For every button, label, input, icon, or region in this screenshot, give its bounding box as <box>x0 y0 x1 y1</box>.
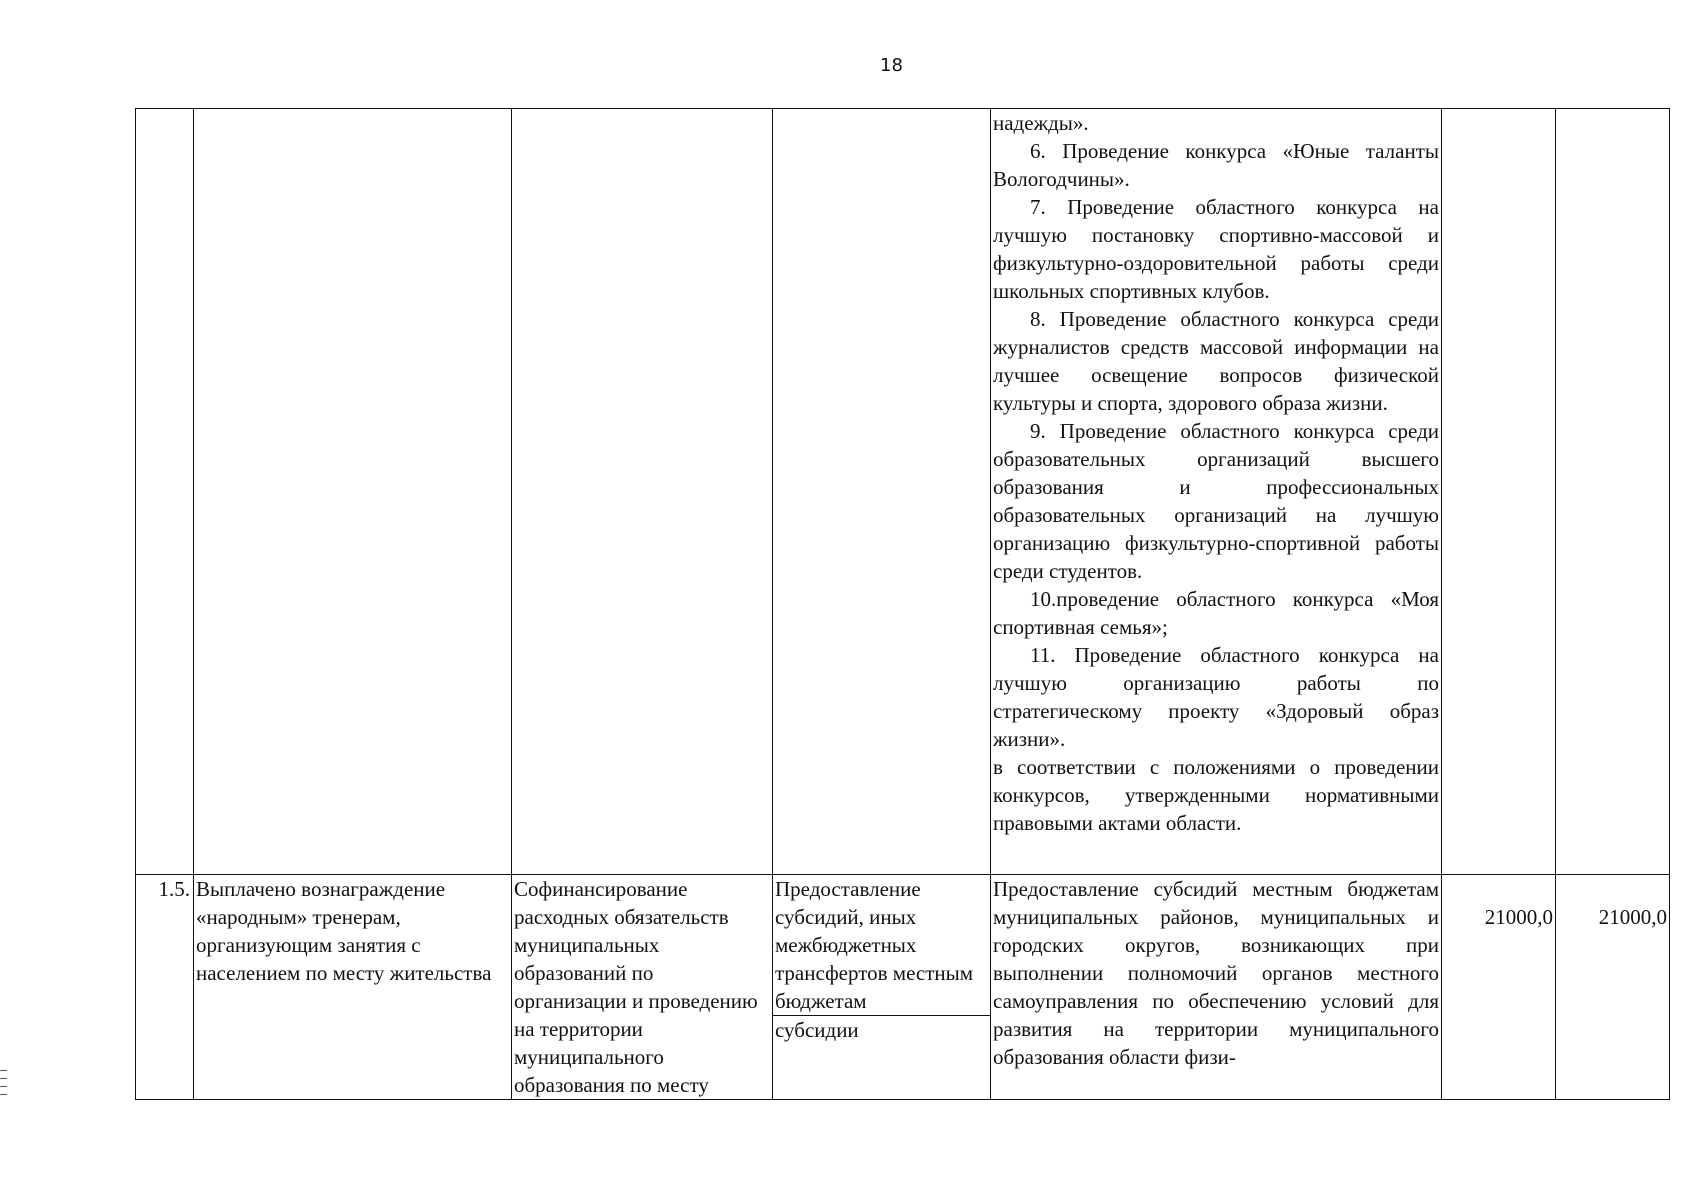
cell-task-empty <box>512 109 773 875</box>
cell-description-continuation <box>991 109 1442 875</box>
edge-mark <box>0 1086 7 1087</box>
paragraph: 9. Проведение областного конкурса среди образовательных организаций высшего образования и профессиональных образовательных организаций на лучшую организацию физкультурно-спортивной работы среди студентов. <box>993 419 1439 583</box>
paragraph: 6. Проведение конкурса «Юные таланты Вологодчины». <box>993 139 1439 191</box>
table-row-1-5 <box>136 875 1670 1100</box>
mechanism-subtype: субсидии <box>775 1018 859 1042</box>
edge-mark <box>0 1094 7 1095</box>
description-text: Предоставление субсидий местным бюджетам муниципальных районов, муниципальных и городских округов, возникающих при выполнении полномочий органов местного самоуправления по обеспечению условий для развития на территории муниципального образования области физи- <box>991 875 1442 1100</box>
page-number: 18 <box>880 55 903 76</box>
result-text: Выплачено вознаграждение «народным» тренерам, организующим занятия с населением по месту жительства <box>194 875 512 1100</box>
paragraph: в соответствии с положениями о проведении конкурсов, утвержденными нормативными правовыми актами области. <box>993 755 1439 835</box>
mechanism-cell <box>773 875 991 1100</box>
cell-mechanism-empty <box>773 109 991 875</box>
program-table <box>135 108 1670 1100</box>
amount-1: 21000,0 <box>1442 875 1556 1100</box>
edge-mark <box>0 1070 7 1071</box>
mechanism-text: Предоставление субсидий, иных межбюджетных трансфертов местным бюджетам <box>773 875 990 1016</box>
row-number: 1.5. <box>136 875 194 1100</box>
cell-result-empty <box>194 109 512 875</box>
cell-amount-1-empty <box>1442 109 1556 875</box>
edge-mark <box>0 1078 7 1079</box>
task-text: Софинансирование расходных обязательств муниципальных образований по организации и проведению на территории муниципального образования по месту <box>512 875 773 1100</box>
paragraph: надежды». <box>993 111 1089 135</box>
paragraph: 7. Проведение областного конкурса на лучшую постановку спортивно-массовой и физкультурно-оздоровительной работы среди школьных спортивных клубов. <box>993 195 1439 303</box>
table-row-continuation <box>136 109 1670 875</box>
paragraph: 10.проведение областного конкурса «Моя спортивная семья»; <box>993 587 1439 639</box>
cell-number-empty <box>136 109 194 875</box>
paragraph: 8. Проведение областного конкурса среди журналистов средств массовой информации на лучшее освещение вопросов физической культуры и спорта, здорового образа жизни. <box>993 307 1439 415</box>
paragraph: 11. Проведение областного конкурса на лучшую организацию работы по стратегическому проекту «Здоровый образ жизни». <box>993 643 1439 751</box>
amount-2: 21000,0 <box>1556 875 1670 1100</box>
cell-amount-2-empty <box>1556 109 1670 875</box>
